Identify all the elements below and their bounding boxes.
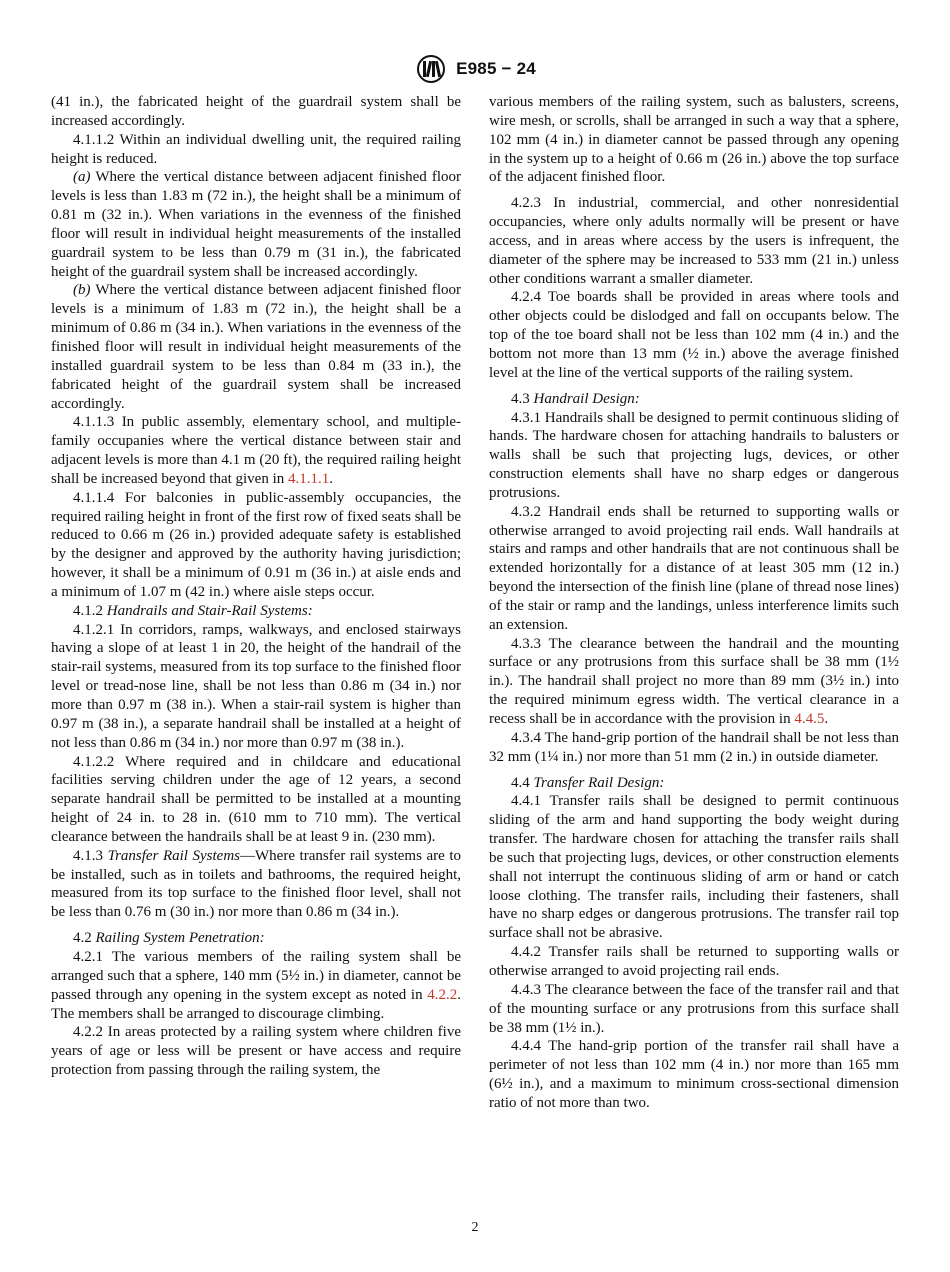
paragraph-4-1-2 (51, 602, 461, 621)
cross-reference-link[interactable]: 4.4.5 (794, 711, 825, 727)
paragraph-4-3-1 (489, 409, 899, 503)
section-number: 4.1.2.2 (73, 753, 115, 770)
astm-logo-icon (414, 54, 448, 84)
paragraph-tail: . (824, 711, 829, 727)
page-number: 2 (471, 1220, 479, 1235)
right-column (489, 93, 899, 1113)
section-number: 4.4.2 (511, 944, 541, 961)
paragraph-continued (489, 93, 899, 187)
paragraph-4-1-2-1 (51, 621, 461, 753)
paragraph-text: Handrails shall be designed to permit continuous sliding of hands. The hardware chosen for attaching handrails to balusters or walls shall be such that projecting lugs, devices, or other construction elements shall have no sharp edges or dangerous protrusions. (489, 409, 899, 501)
paragraph-4-2-4 (489, 288, 899, 382)
section-title: Handrails and Stair-Rail Systems: (106, 602, 313, 619)
paragraph-text: Within an individual dwelling unit, the required railing height is reduced. (51, 131, 462, 167)
paragraph-text: Where required and in childcare and educational facilities serving children under the age of 12 years, a second separate handrail shall be permitted to be installed at a mounting height of 24 in. to 28 in. (610 mm to 710 mm). The vertical clearance between the handrails shall be at least 9 in. (230 mm). (51, 753, 461, 845)
section-number: 4.2.2 (73, 1024, 103, 1041)
section-number: 4.4 (511, 774, 530, 791)
paragraph-text: various members of the railing system, such as balusters, screens, wire mesh, or scrolls, shall be arranged in such a way that a sphere, 102 mm (4 in.) in diameter cannot be passed through any opening in the system up to a height of 0.66 m (26 in.) above the top surface of the adjacent finished floor. (489, 94, 899, 186)
paragraph-continued (51, 93, 461, 131)
section-number: 4.1.1.2 (73, 131, 115, 148)
paragraph-4-4-2 (489, 943, 899, 981)
paragraph-4-3-2 (489, 503, 899, 635)
paragraph-4-1-3 (51, 847, 461, 922)
section-number: (b) (73, 282, 91, 299)
section-number: 4.3.2 (511, 503, 541, 520)
paragraph-text: Where the vertical distance between adjacent finished floor levels is a minimum of 1.83 m (72 in.), the height shall be a minimum of 0.86 m (34 in.). When variations in the evenness of the finished floor will result in individual height measurements of the installed guardrail system to be less than 0.84 m (33 in.), the fabricated height of the guardrail system shall be increased accordingly. (51, 282, 461, 412)
paragraph-4-1-1-3 (51, 413, 461, 488)
paragraph-4-1-1-4 (51, 489, 461, 602)
paragraph-text: Toe boards shall be provided in areas where tools and other objects could be dislodged and fall on occupants below. The top of the toe board shall not be less than 102 mm (4 in.) and the bottom not more than 13 mm (½ in.) above the average finished level at the line of the vertical supports of the railing system. (489, 289, 899, 381)
section-number: 4.3.3 (511, 635, 541, 652)
paragraph-text: The various members of the railing system shall be arranged such that a sphere, 140 mm (5½ in.) in diameter, cannot be passed through any opening in the system except as noted in (51, 948, 462, 1003)
paragraph-4-3 (489, 390, 899, 409)
paragraph-4-2-3 (489, 194, 899, 288)
section-title: Handrail Design: (533, 390, 640, 407)
section-number: 4.2 (73, 930, 92, 947)
paragraph-tail: . (329, 470, 334, 487)
section-number: 4.1.3 (73, 847, 103, 864)
section-number: 4.3.4 (511, 729, 541, 746)
cross-reference-link[interactable]: 4.1.1.1 (288, 470, 330, 487)
paragraph-text: The clearance between the handrail and the mounting surface or any protrusions from this surface shall be 38 mm (1½ in.). The handrail shall project no more than 89 mm (3½ in.) into the required minimum egress width. The vertical clearance in a recess shall be in accordance with the provision in (489, 635, 899, 727)
section-title: Railing System Penetration: (95, 930, 265, 947)
paragraph-4-4-3 (489, 981, 899, 1038)
paragraph-tail: . The members shall be arranged to discourage climbing. (51, 986, 461, 1022)
cross-reference-link[interactable]: 4.2.2 (427, 986, 458, 1003)
paragraph-4-1-2-2 (51, 753, 461, 847)
paragraph-4-2-1 (51, 948, 461, 1023)
paragraph-text: In areas protected by a railing system where children five years of age or less will be present or have access and require protection from passing through the railing system, the (51, 1024, 461, 1079)
paragraph-text: Where the vertical distance between adjacent finished floor levels is less than 1.83 m (72 in.), the height shall be a minimum of 0.81 m (32 in.). When variations in the evenness of the finished floor will result in individual height measurements of the installed guardrail system to be less than 0.79 m (31 in.), the fabricated height of the guardrail system shall be increased accordingly. (51, 169, 461, 280)
paragraph-4-3-3 (489, 635, 899, 729)
section-number: 4.3.1 (511, 409, 541, 426)
paragraph--a- (51, 168, 461, 281)
paragraph-4-4-4 (489, 1037, 899, 1112)
section-number: 4.1.1.4 (73, 489, 115, 506)
section-number: 4.1.2 (73, 602, 103, 619)
paragraph--b- (51, 281, 461, 413)
paragraph-text: —Where transfer rail systems are to be installed, such as in toilets and bathrooms, the required height, measured from its top surface to the finished floor level, shall not be less than 0.76 m (30 in.) nor more than 0.86 m (34 in.). (51, 847, 462, 921)
paragraph-text: (41 in.), the fabricated height of the guardrail system shall be increased accordingly. (51, 94, 461, 129)
paragraph-4-1-1-2 (51, 131, 461, 169)
section-number: 4.2.3 (511, 195, 541, 212)
paragraph-text: In industrial, commercial, and other nonresidential occupancies, where only adults normally will be present or have access, and in areas where access by the users is infrequent, the diameter of the sphere may be increased to 533 mm (21 in.) unless other conditions warrant a smaller diameter. (489, 195, 900, 287)
paragraph-text: The clearance between the face of the transfer rail and that of the mounting surface or any protrusions from this surface shall be 38 mm (1½ in.). (489, 981, 899, 1036)
paragraph-text: For balconies in public-assembly occupancies, the required railing height in front of the first row of fixed seats shall be reduced to 0.66 m (26 in.) provided adequate safety is established by the designer and approved by the authority having jurisdiction; however, it shall be a minimum of 0.91 m (36 in.) at aisle ends and a minimum of 1.07 m (42 in.) where aisle steps occur. (51, 489, 461, 600)
section-number: 4.4.1 (511, 793, 541, 810)
paragraph-4-4 (489, 774, 899, 793)
section-number: 4.2.4 (511, 289, 541, 306)
paragraph-4-3-4 (489, 729, 899, 767)
page-header (0, 54, 950, 84)
section-number: (a) (73, 169, 91, 186)
standard-designation: E985 − 24 (456, 59, 536, 78)
paragraph-text: Handrail ends shall be returned to supporting walls or otherwise arranged to avoid projecting rail ends. Wall handrails at stairs and ramps and other handrails that are not continuous shall be extended horizontally for a distance of at least 305 mm (12 in.) beyond the intersection of the finish line (plane of thread nose lines) of the stair or ramp and the landings, unless interference limits such an extension. (489, 503, 900, 633)
paragraph-text: In corridors, ramps, walkways, and enclosed stairways having a slope of at least 1 in 20, the height of the handrail of the stair-rail systems, measured from its top surface to the finished floor level or tread-nose line, shall be not less than 0.86 m (34 in.) nor more than 0.97 m (38 in.). When a stair-rail system is higher than 0.97 m (38 in.), a separate handrail shall be installed at a height of not less than 0.86 m (34 in.) nor more than 0.97 m (38 in.). (51, 621, 462, 751)
section-number: 4.2.1 (73, 948, 103, 965)
paragraph-4-4-1 (489, 792, 899, 943)
paragraph-text: Transfer rails shall be returned to supporting walls or otherwise arranged to avoid projecting rail ends. (489, 944, 899, 979)
paragraph-text: The hand-grip portion of the handrail shall be not less than 32 mm (1¼ in.) nor more than 51 mm (2 in.) in outside diameter. (489, 729, 899, 765)
section-number: 4.4.4 (511, 1038, 541, 1055)
paragraph-text: Transfer rails shall be designed to permit continuous sliding of the arm and hand supporting the body weight during transfer. The hardware chosen for attaching the transfer rails shall be such that projecting lugs, devices, or other construction elements shall not interrupt the continuous sliding of arm or hand or catch loose clothing. The transfer rails, including their fasteners, shall have no sharp edges or dangerous protrusions. The transfer rail top surface shall not be abrasive. (489, 793, 900, 942)
section-number: 4.1.2.1 (73, 621, 115, 638)
section-number: 4.4.3 (511, 981, 541, 998)
paragraph-4-2-2 (51, 1023, 461, 1080)
paragraph-text: The hand-grip portion of the transfer rail shall have a perimeter of not less than 102 mm (4 in.) nor more than 165 mm (6½ in.), and a maximum to minimum cross-sectional dimension ratio of not more than two. (489, 1038, 899, 1111)
section-title: Transfer Rail Systems (107, 847, 241, 864)
left-column (51, 93, 461, 1080)
section-number: 4.3 (511, 390, 530, 407)
section-number: 4.1.1.3 (73, 414, 115, 431)
section-title: Transfer Rail Design: (533, 774, 665, 791)
paragraph-4-2 (51, 929, 461, 948)
paragraph-text: In public assembly, elementary school, and multiple-family occupanies where the vertical distance between stair and adjacent levels is more than 4.1 m (20 ft), the required railing height shall be increased beyond that given in (51, 414, 462, 487)
